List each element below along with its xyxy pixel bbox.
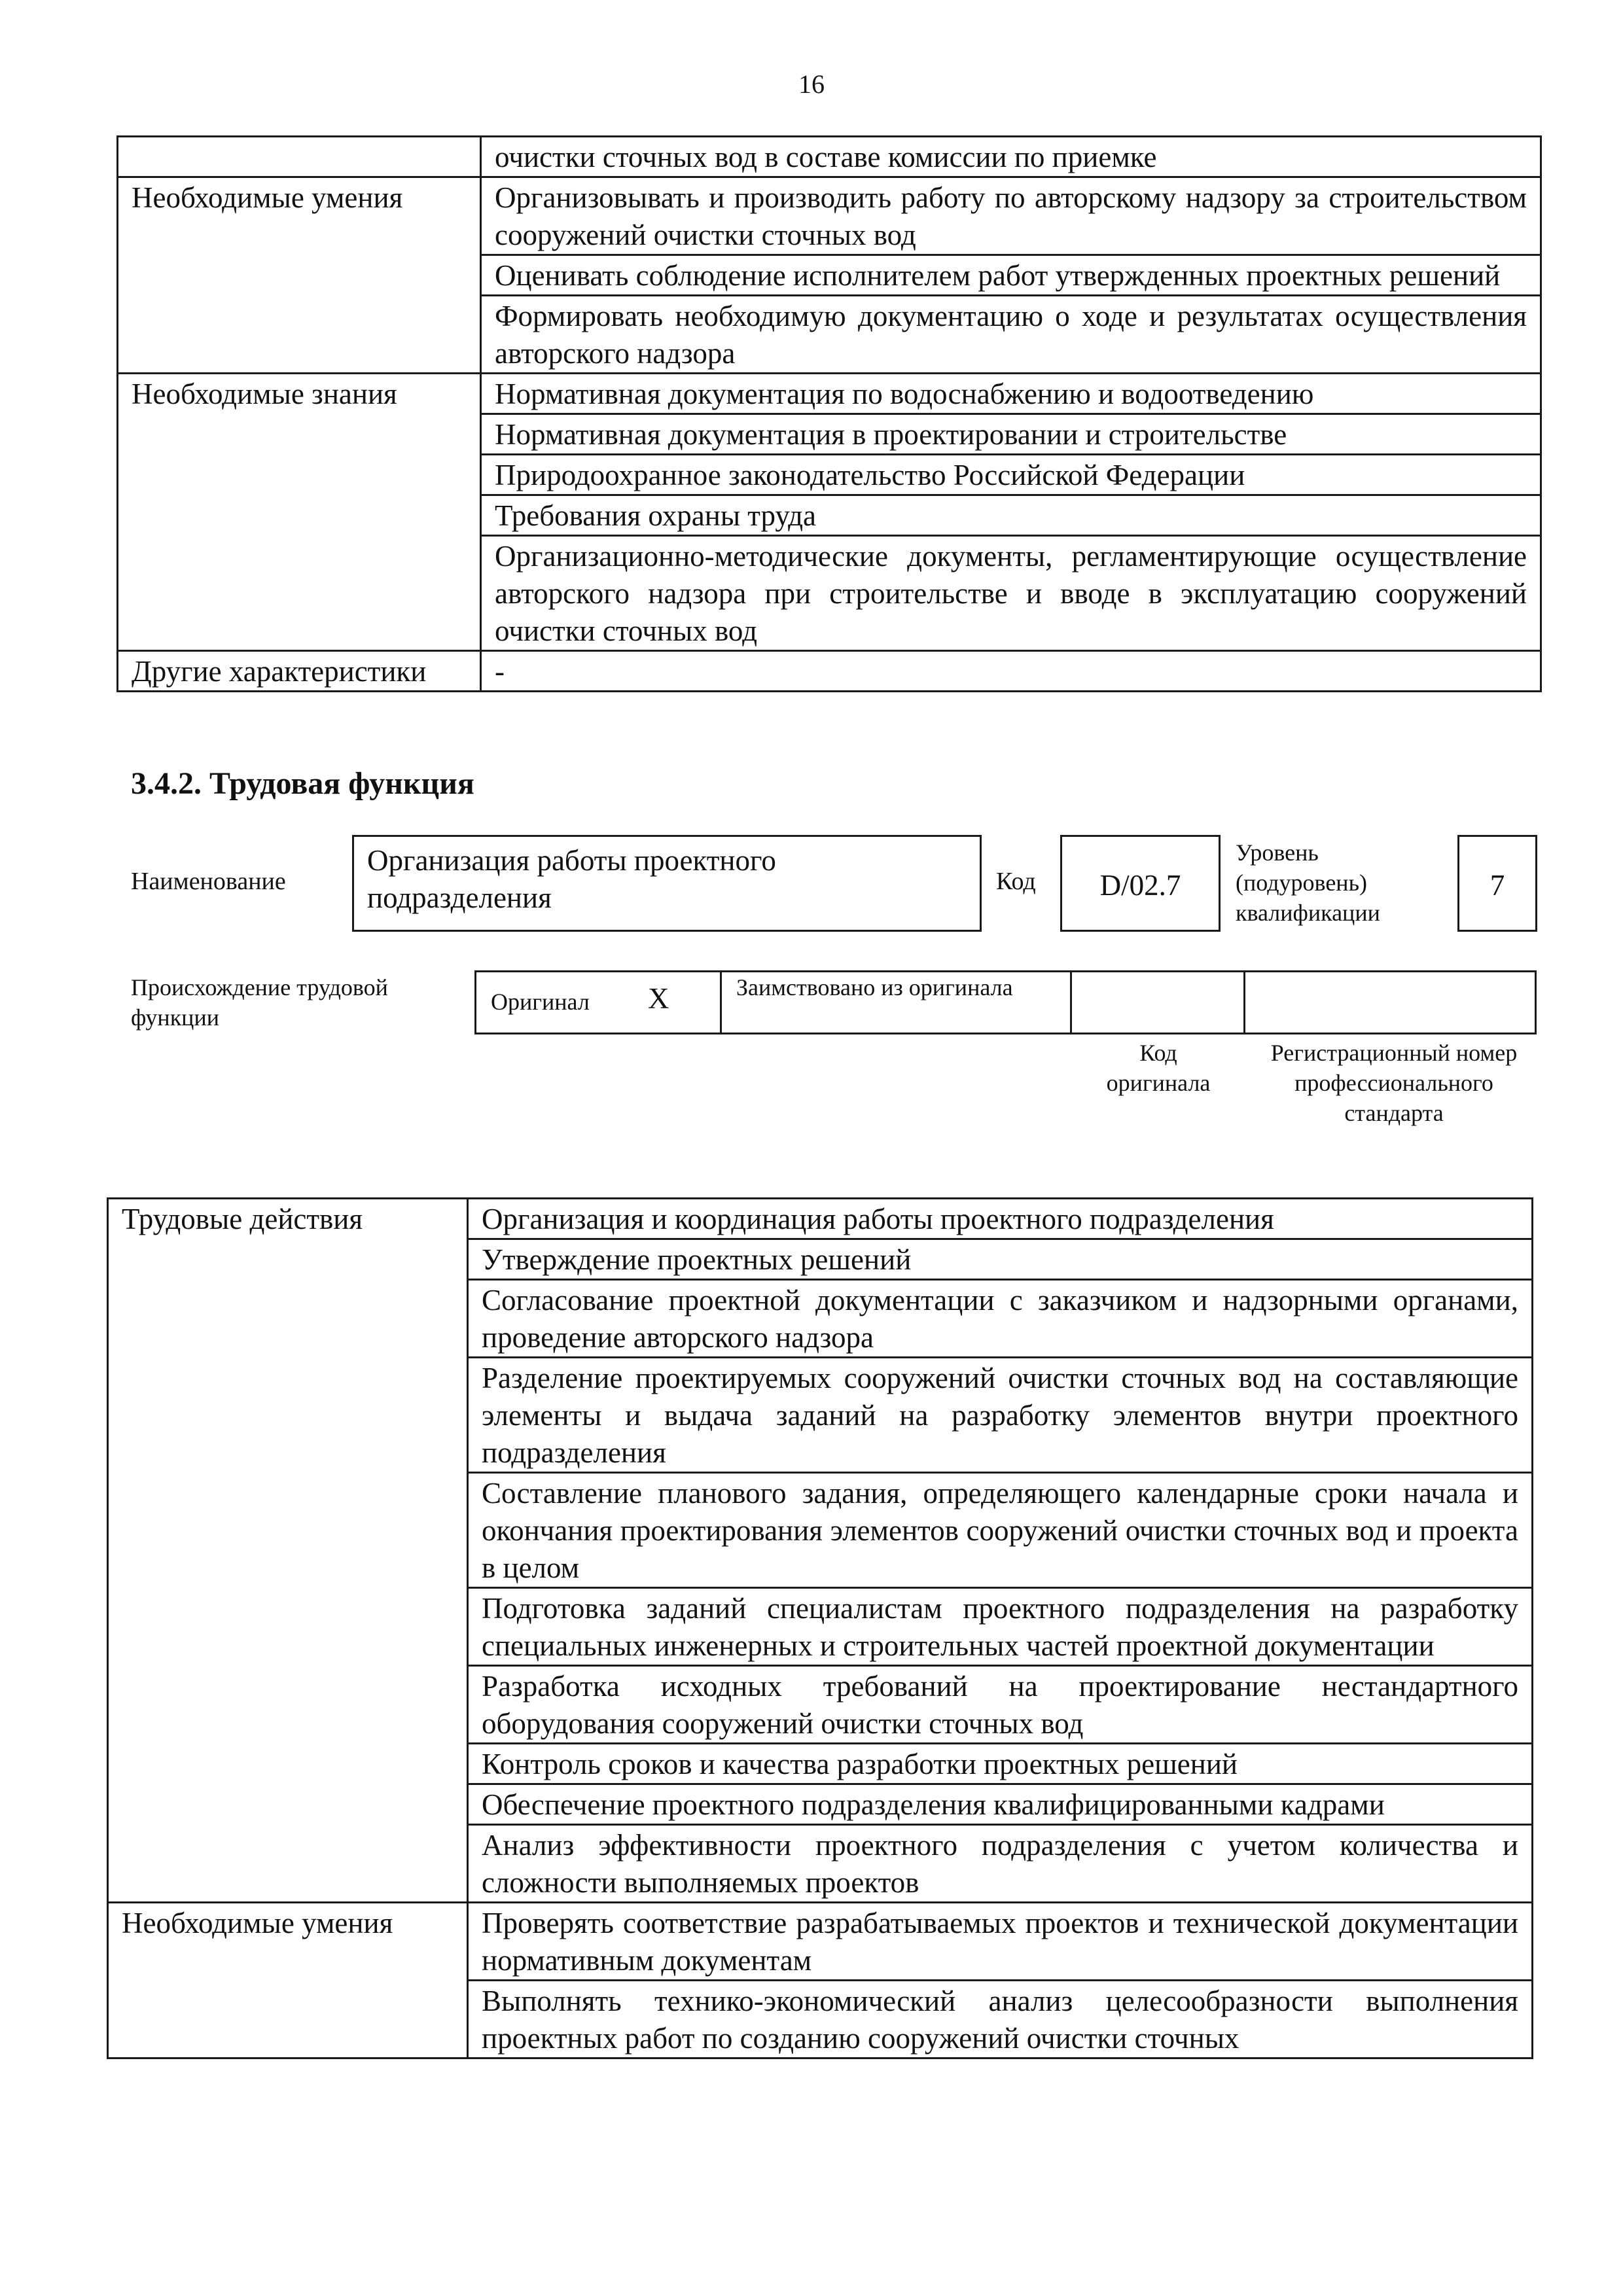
skills-label: Необходимые умения: [118, 177, 481, 255]
action-item: Разработка исходных требований на проектирование нестандартного оборудования сооружений очистки сточных вод: [468, 1666, 1533, 1744]
knowledge-item: Организационно-методические документы, регламентирующие осуществление авторского надзора при строительстве и вводе в эксплуатацию сооружений очистки сточных вод: [481, 536, 1541, 651]
other-label: Другие характеристики: [118, 651, 481, 692]
action-item: Анализ эффективности проектного подразделения с учетом количества и сложности выполняемых проектов: [468, 1825, 1533, 1903]
knowledge-item: Нормативная документация по водоснабжению и водоотведению: [481, 374, 1541, 414]
labor-function-table: [107, 1197, 1533, 2059]
divider: [1070, 970, 1072, 1034]
knowledge-item: Требования охраны труда: [481, 495, 1541, 536]
skill-item: Проверять соответствие разрабатываемых проектов и технической документации нормативным документам: [468, 1903, 1533, 1981]
code-caption: Код оригинала: [1106, 1040, 1211, 1096]
knowledge-item: Природоохранное законодательство Российской Федерации: [481, 455, 1541, 495]
skill-item: Организовывать и производить работу по авторскому надзору за строительством сооружений очистки сточных вод: [481, 177, 1541, 255]
action-item: Организация и координация работы проектного подразделения: [468, 1199, 1533, 1239]
skill-item: Формировать необходимую документацию о ходе и результатах осуществления авторского надзора: [481, 296, 1541, 374]
knowledge-item: Нормативная документация в проектировании и строительстве: [481, 414, 1541, 455]
original-mark: X: [648, 982, 669, 1015]
section-heading: 3.4.2. Трудовая функция: [131, 766, 474, 801]
original-label: Оригинал: [491, 989, 590, 1015]
function-name-box: Организация работы проектного подразделения: [352, 835, 982, 932]
action-item: Утверждение проектных решений: [468, 1239, 1533, 1280]
actions-label: Трудовые действия: [108, 1199, 468, 1239]
skills-label: Необходимые умения: [108, 1903, 468, 1981]
empty-label-cell: [118, 137, 481, 177]
name-label: Наименование: [131, 868, 286, 895]
action-item: Разделение проектируемых сооружений очистки сточных вод на составляющие элементы и выдача заданий на разработку элементов внутри проектного подразделения: [468, 1358, 1533, 1473]
other-value: -: [481, 651, 1541, 692]
level-label: Уровень (подуровень) квалификации: [1236, 839, 1380, 926]
code-label: Код: [996, 868, 1036, 895]
reg-caption: Регистрационный номер профессионального стандарта: [1270, 1040, 1518, 1126]
knowledge-label: Необходимые знания: [118, 374, 481, 414]
divider: [1243, 970, 1245, 1034]
skill-item: Оценивать соблюдение исполнителем работ утвержденных проектных решений: [481, 255, 1541, 296]
code-value: D/02.7: [1060, 835, 1221, 932]
action-item: Подготовка заданий специалистам проектного подразделения на разработку специальных инженерных и строительных частей проектной документации: [468, 1588, 1533, 1666]
action-item: Согласование проектной документации с заказчиком и надзорными органами, проведение авторского надзора: [468, 1280, 1533, 1358]
page-number: 16: [798, 69, 825, 99]
borrowed-label: Заимствовано из оригинала: [736, 974, 1013, 1000]
continuation-cell: очистки сточных вод в составе комиссии по приемке: [481, 137, 1541, 177]
action-item: Составление планового задания, определяющего календарные сроки начала и окончания проектирования элементов сооружений очистки сточных вод и проекта в целом: [468, 1473, 1533, 1588]
skill-item: Выполнять технико-экономический анализ целесообразности выполнения проектных работ по созданию сооружений очистки сточных: [468, 1981, 1533, 2058]
origin-label: Происхождение трудовой функции: [131, 974, 388, 1031]
action-item: Обеспечение проектного подразделения квалифицированными кадрами: [468, 1784, 1533, 1825]
action-item: Контроль сроков и качества разработки проектных решений: [468, 1744, 1533, 1784]
level-value: 7: [1457, 835, 1537, 932]
competency-table-continued: [116, 135, 1542, 692]
divider: [720, 970, 722, 1034]
